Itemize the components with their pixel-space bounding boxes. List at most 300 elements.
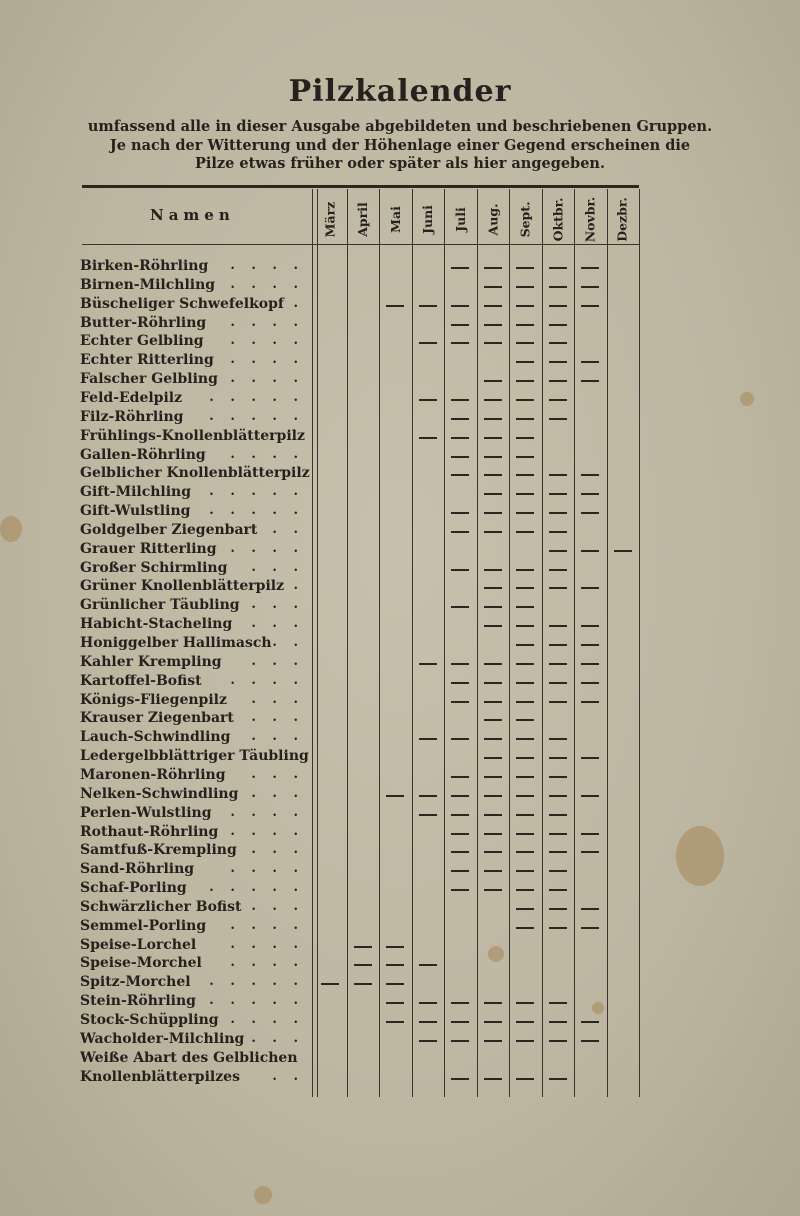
mushroom-name (80, 315, 310, 334)
intro-text (70, 118, 730, 174)
leader-dots: . . . . . (209, 974, 304, 990)
leader-dots: . (293, 578, 304, 594)
leader-dots: . . . (251, 842, 304, 858)
mushroom-name-text: Echter Ritterling (80, 352, 214, 369)
season-mark (549, 361, 567, 363)
leader-dots: . . . . (230, 804, 304, 820)
mushroom-name-text: Krauser Ziegenbart (80, 710, 234, 727)
season-mark (581, 908, 599, 910)
mushroom-name (80, 371, 310, 390)
season-mark (419, 342, 437, 344)
leader-dots: . . . (251, 785, 304, 801)
month-label: Juli (452, 206, 468, 232)
season-mark (516, 456, 534, 458)
month-label: Sept. (517, 201, 533, 237)
month-label: Aug. (484, 203, 500, 235)
leader-dots: . . . (251, 691, 304, 707)
season-mark (386, 305, 404, 307)
season-mark (451, 870, 469, 872)
stain (254, 1186, 272, 1204)
season-mark (516, 324, 534, 326)
mushroom-name (80, 937, 310, 956)
season-mark (451, 324, 469, 326)
leader-dots: . . . (251, 710, 304, 726)
season-mark (516, 625, 534, 627)
season-mark (516, 795, 534, 797)
table-header-rule (82, 244, 639, 245)
month-header (314, 196, 346, 242)
season-mark (484, 324, 502, 326)
month-label: Oktbr. (550, 197, 566, 241)
mushroom-name-text: Goldgelber Ziegenbart (80, 521, 258, 538)
season-mark (516, 512, 534, 514)
mushroom-name-text: Rothaut-Röhrling (80, 823, 219, 840)
season-mark (386, 946, 404, 948)
season-mark (484, 286, 502, 288)
season-mark (484, 267, 502, 269)
month-label: März (322, 201, 338, 237)
mushroom-name (80, 899, 310, 918)
season-mark (484, 814, 502, 816)
season-mark (549, 1040, 567, 1042)
season-mark (484, 437, 502, 439)
mushroom-name (80, 918, 310, 937)
season-mark (549, 701, 567, 703)
leader-dots: . . . . (230, 936, 304, 952)
mushroom-name-text: Großer Schirmling (80, 559, 228, 576)
season-mark (549, 493, 567, 495)
season-mark (484, 569, 502, 571)
mushroom-name (80, 333, 310, 352)
season-mark (451, 1078, 469, 1080)
leader-dots: . . . . . (209, 880, 304, 896)
leader-dots: . . . . (230, 276, 304, 292)
season-mark (516, 1040, 534, 1042)
mushroom-name (80, 824, 310, 843)
season-mark (419, 305, 437, 307)
leader-dots: . . . (251, 729, 304, 745)
season-mark (549, 531, 567, 533)
season-mark (516, 719, 534, 721)
season-mark (451, 833, 469, 835)
season-mark (419, 399, 437, 401)
season-mark (581, 493, 599, 495)
season-mark (516, 682, 534, 684)
season-mark (451, 851, 469, 853)
season-mark (549, 342, 567, 344)
leader-dots: . . (272, 521, 304, 537)
mushroom-name-text: Weiße Abart des Gelblichen (80, 1049, 298, 1066)
season-mark (451, 889, 469, 891)
season-mark (516, 1021, 534, 1023)
mushroom-name-text: Grünlicher Täubling (80, 597, 240, 614)
season-mark (581, 833, 599, 835)
season-mark (516, 587, 534, 589)
mushroom-name-text: Stein-Röhrling (80, 993, 196, 1010)
season-mark (484, 342, 502, 344)
leader-dots: . . . . . (209, 503, 304, 519)
leader-dots: . . . . (230, 540, 304, 556)
season-mark (516, 437, 534, 439)
leader-dots: . . . . (230, 371, 304, 387)
season-mark (549, 286, 567, 288)
season-mark (451, 795, 469, 797)
season-mark (419, 814, 437, 816)
mushroom-name (80, 955, 310, 974)
season-mark (484, 305, 502, 307)
column-divider (607, 189, 608, 1097)
season-mark (354, 964, 372, 966)
season-mark (516, 757, 534, 759)
season-mark (419, 964, 437, 966)
mushroom-name-text: Samtfuß-Krempling (80, 842, 237, 859)
mushroom-name-text: Ledergelbblättriger Täubling (80, 748, 309, 765)
season-mark (581, 474, 599, 476)
season-mark (354, 946, 372, 948)
season-mark (484, 663, 502, 665)
season-mark (516, 493, 534, 495)
mushroom-name-text: Grauer Ritterling (80, 540, 217, 557)
mushroom-name-text: Gallen-Röhrling (80, 446, 206, 463)
season-mark (516, 738, 534, 740)
season-mark (386, 983, 404, 985)
mushroom-name-text: Perlen-Wulstling (80, 804, 212, 821)
season-mark (484, 531, 502, 533)
season-mark (581, 305, 599, 307)
leader-dots: . . . . (230, 917, 304, 933)
stain (740, 392, 754, 406)
season-mark (451, 418, 469, 420)
mushroom-name (80, 673, 310, 692)
mushroom-name (80, 578, 310, 597)
mushroom-name-text: Frühlings-Knollenblätterpilz (80, 427, 305, 444)
month-header (509, 196, 541, 242)
season-mark (549, 380, 567, 382)
leader-dots: . . . . (230, 352, 304, 368)
season-mark (581, 550, 599, 552)
season-mark (484, 606, 502, 608)
mushroom-name (80, 654, 310, 673)
mushroom-name-text: Schwärzlicher Bofist (80, 898, 242, 915)
mushroom-name-text: Butter-Röhrling (80, 314, 207, 331)
season-mark (484, 833, 502, 835)
leader-dots: . . . (251, 898, 304, 914)
season-mark (451, 682, 469, 684)
mushroom-name-text: Birken-Röhrling (80, 258, 209, 274)
mushroom-name-text: Gift-Milchling (80, 484, 192, 501)
leader-dots: . . . (251, 766, 304, 782)
season-mark (451, 531, 469, 533)
season-mark (516, 644, 534, 646)
mushroom-name-text: Nelken-Schwindling (80, 785, 239, 802)
mushroom-name-text: Wacholder-Milchling (80, 1030, 245, 1047)
column-divider (347, 189, 348, 1097)
season-mark (484, 512, 502, 514)
season-mark (484, 474, 502, 476)
season-mark (419, 1002, 437, 1004)
mushroom-name (80, 616, 310, 635)
season-mark (516, 889, 534, 891)
leader-dots: . . . . . (209, 408, 304, 424)
mushroom-name-text: Semmel-Porling (80, 917, 207, 934)
leader-dots: . . . . (230, 672, 304, 688)
leader-dots: . . . . . (209, 389, 304, 405)
mushroom-name (80, 1069, 310, 1088)
mushroom-name-text: Speise-Morchel (80, 955, 202, 972)
season-mark (516, 305, 534, 307)
season-mark (549, 814, 567, 816)
mushroom-name (80, 296, 310, 315)
season-mark (484, 682, 502, 684)
season-mark (516, 1002, 534, 1004)
season-mark (484, 1021, 502, 1023)
season-mark (549, 399, 567, 401)
season-mark (581, 512, 599, 514)
season-mark (581, 663, 599, 665)
season-mark (484, 757, 502, 759)
season-mark (549, 738, 567, 740)
column-divider (312, 189, 318, 1097)
stain (676, 826, 724, 886)
season-mark (516, 361, 534, 363)
season-mark (549, 474, 567, 476)
season-mark (451, 701, 469, 703)
leader-dots: . . . . (230, 1030, 304, 1046)
season-mark (549, 587, 567, 589)
season-mark (581, 644, 599, 646)
mushroom-name-text: Kahler Krempling (80, 653, 222, 670)
season-mark (516, 1078, 534, 1080)
season-mark (484, 851, 502, 853)
season-mark (516, 474, 534, 476)
season-mark (549, 776, 567, 778)
season-mark (451, 1002, 469, 1004)
season-mark (386, 1021, 404, 1023)
season-mark (581, 701, 599, 703)
season-mark (549, 682, 567, 684)
mushroom-name-text: Gift-Wulstling (80, 503, 191, 520)
column-divider (574, 189, 575, 1097)
season-mark (516, 267, 534, 269)
season-mark (581, 286, 599, 288)
mushroom-name-text: Birnen-Milchling (80, 276, 216, 293)
leader-dots: . . (272, 1068, 304, 1084)
season-mark (484, 1078, 502, 1080)
season-mark (516, 663, 534, 665)
mushroom-name-text: Falscher Gelbling (80, 371, 218, 388)
season-mark (516, 569, 534, 571)
month-header (412, 196, 444, 242)
season-mark (516, 908, 534, 910)
season-mark (549, 267, 567, 269)
season-mark (484, 870, 502, 872)
season-mark (484, 889, 502, 891)
season-mark (419, 738, 437, 740)
season-mark (516, 927, 534, 929)
mushroom-name-text: Feld-Edelpilz (80, 389, 183, 406)
mushroom-name (80, 465, 310, 484)
month-header (477, 196, 509, 242)
mushroom-name-text: Spitz-Morchel (80, 974, 191, 991)
stain (0, 516, 22, 542)
season-mark (516, 776, 534, 778)
season-mark (516, 851, 534, 853)
season-mark (386, 795, 404, 797)
column-divider (444, 189, 445, 1097)
season-mark (581, 267, 599, 269)
season-mark (419, 437, 437, 439)
season-mark (549, 757, 567, 759)
mushroom-name (80, 541, 310, 560)
season-mark (581, 851, 599, 853)
mushroom-name (80, 805, 310, 824)
season-mark (516, 701, 534, 703)
leader-dots: . . . (251, 559, 304, 575)
season-mark (516, 606, 534, 608)
mushroom-name (80, 428, 310, 447)
season-mark (549, 644, 567, 646)
season-mark (614, 550, 632, 552)
season-mark (581, 361, 599, 363)
column-divider (412, 189, 413, 1097)
intro-line: Pilze etwas früher oder später als hier angegeben. (194, 155, 606, 172)
season-mark (581, 682, 599, 684)
mushroom-name-text: Sand-Röhrling (80, 861, 195, 878)
season-mark (451, 776, 469, 778)
season-mark (419, 1021, 437, 1023)
season-mark (451, 267, 469, 269)
season-mark (581, 1021, 599, 1023)
season-mark (484, 380, 502, 382)
season-mark (484, 795, 502, 797)
season-mark (451, 512, 469, 514)
season-mark (451, 399, 469, 401)
season-mark (419, 663, 437, 665)
season-mark (549, 927, 567, 929)
mushroom-name-text: Speise-Lorchel (80, 936, 197, 953)
column-divider (379, 189, 380, 1097)
mushroom-name (80, 352, 310, 371)
mushroom-name-text: Stock-Schüppling (80, 1012, 219, 1028)
season-mark (451, 305, 469, 307)
mushroom-name-text: Gelblicher Knollenblätterpilz (80, 465, 310, 482)
mushroom-name (80, 786, 310, 805)
season-mark (549, 851, 567, 853)
leader-dots: . . (272, 635, 304, 650)
season-mark (451, 456, 469, 458)
mushroom-name (80, 767, 310, 786)
mushroom-name (80, 277, 310, 296)
mushroom-name (80, 692, 310, 711)
table-top-rule (82, 185, 639, 188)
leader-dots: . . . (251, 653, 304, 669)
leader-dots: . . . . . (209, 993, 304, 1009)
season-mark (451, 663, 469, 665)
month-label: April (355, 201, 370, 237)
season-mark (451, 1021, 469, 1023)
column-divider (477, 189, 478, 1097)
mushroom-name-text: Knollenblätterpilzes (80, 1068, 240, 1085)
mushroom-name (80, 974, 310, 993)
mushroom-name (80, 748, 310, 767)
season-mark (549, 550, 567, 552)
mushroom-name-text: Habicht-Stacheling (80, 616, 233, 633)
season-mark (549, 569, 567, 571)
season-mark (451, 1040, 469, 1042)
season-mark (484, 587, 502, 589)
leader-dots: . . . . (230, 955, 304, 971)
season-mark (484, 493, 502, 495)
month-header (574, 196, 606, 242)
mushroom-name (80, 861, 310, 880)
season-mark (484, 418, 502, 420)
mushroom-name (80, 710, 310, 729)
season-mark (516, 286, 534, 288)
mushroom-name (80, 484, 310, 503)
season-mark (549, 324, 567, 326)
leader-dots: . . . . (230, 314, 304, 330)
column-divider (542, 189, 543, 1097)
season-mark (516, 814, 534, 816)
season-mark (451, 606, 469, 608)
month-header (444, 196, 476, 242)
leader-dots: . . . . (230, 333, 304, 349)
leader-dots: . . . . (230, 861, 304, 877)
season-mark (516, 399, 534, 401)
season-mark (581, 587, 599, 589)
season-mark (581, 757, 599, 759)
season-mark (549, 512, 567, 514)
season-mark (451, 342, 469, 344)
month-label: Mai (387, 205, 403, 233)
season-mark (549, 418, 567, 420)
mushroom-name (80, 635, 310, 654)
season-mark (484, 1040, 502, 1042)
month-label: Juni (420, 204, 435, 234)
mushroom-name (80, 1050, 310, 1069)
mushroom-name (80, 447, 310, 466)
mushroom-name (80, 597, 310, 616)
mushroom-name (80, 522, 310, 541)
mushroom-name (80, 409, 310, 428)
column-header-names: Namen (150, 206, 235, 224)
season-mark (386, 1002, 404, 1004)
season-mark (516, 870, 534, 872)
leader-dots: . . . (251, 616, 304, 632)
month-header (347, 196, 379, 242)
season-mark (516, 380, 534, 382)
season-mark (484, 625, 502, 627)
season-mark (549, 889, 567, 891)
mushroom-name-text: Lauch-Schwindling (80, 729, 231, 746)
mushroom-name (80, 729, 310, 748)
season-mark (451, 738, 469, 740)
season-mark (451, 474, 469, 476)
season-mark (549, 833, 567, 835)
season-mark (451, 437, 469, 439)
leader-dots: . . . (251, 597, 304, 613)
season-mark (516, 342, 534, 344)
season-mark (451, 569, 469, 571)
season-mark (549, 305, 567, 307)
season-mark (516, 531, 534, 533)
season-mark (549, 663, 567, 665)
season-mark (354, 983, 372, 985)
month-label: Novbr. (582, 196, 598, 242)
season-mark (451, 814, 469, 816)
leader-dots: . . . . (230, 823, 304, 839)
mushroom-name (80, 1031, 310, 1050)
